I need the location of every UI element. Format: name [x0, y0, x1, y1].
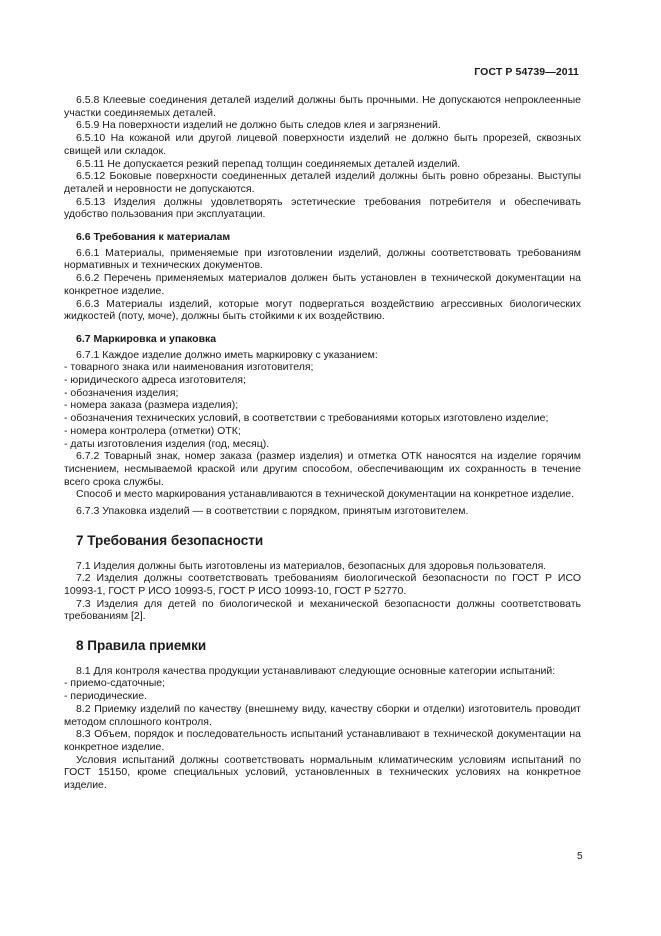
paragraph-6-6-1: 6.6.1 Материалы, применяемые при изготовлении изделий, должны соответствовать требованиям нормативных и технических документов.: [64, 246, 581, 272]
paragraph-7-1: 7.1 Изделия должны быть изготовлены из материалов, безопасных для здоровья пользователя.: [76, 559, 547, 572]
section-heading-7: 7 Требования безопасности: [76, 532, 264, 548]
paragraph-8-1: 8.1 Для контроля качества продукции устанавливают следующие основные категории испытаний:: [76, 664, 556, 677]
paragraph-6-5-12: 6.5.12 Боковые поверхности соединенных деталей изделий должны быть ровно обрезаны. Выступы деталей и неровности не допускаются.: [64, 170, 581, 195]
paragraph-6-5-10: 6.5.10 На кожаной или другой лицевой поверхности изделий не должно быть прорезей, сквозных свищей или складок.: [64, 132, 581, 157]
paragraph-6-5-8: 6.5.8 Клеевые соединения деталей изделий должны быть прочными. Не допускаются непроклеенные участки соединяемых деталей.: [64, 94, 581, 119]
paragraph-6-7-1: 6.7.1 Каждое изделие должно иметь маркировку с указанием:: [76, 348, 378, 361]
standard-header: ГОСТ Р 54739—2011: [474, 66, 579, 78]
paragraph-test-conditions: Условия испытаний должны соответствовать нормальным климатическим условиям испытаний по ГОСТ 15150, кроме специальных условий, установленных в технических условиях на конкретное изделие.: [64, 753, 581, 792]
paragraph-6-5-9: 6.5.9 На поверхности изделий не должно быть следов клея и загрязнений.: [76, 119, 441, 132]
document-body: [64, 94, 581, 792]
list-item: - номера контролера (отметки) ОТК;: [64, 424, 241, 437]
paragraph-8-3: 8.3 Объем, порядок и последовательность испытаний устанавливают в технической документации на конкретное изделие.: [64, 728, 581, 753]
paragraph-6-5-11: 6.5.11 Не допускается резкий перепад толщин соединяемых деталей изделий.: [76, 157, 461, 170]
list-item: - обозначения изделия;: [64, 386, 179, 399]
list-item: - периодические.: [64, 690, 148, 703]
paragraph-6-7-3: 6.7.3 Упаковка изделий — в соответствии с порядком, принятым изготовителем.: [76, 505, 469, 518]
section-heading-8: 8 Правила приемки: [76, 638, 207, 654]
paragraph-6-5-13: 6.5.13 Изделия должны удовлетворять эстетические требования потребителя и обеспечивать удобство пользования при эксплуатации.: [64, 195, 581, 221]
list-item: - товарного знака или наименования изготовителя;: [64, 361, 314, 374]
paragraph-marking-method: Способ и место маркирования устанавливаются в технической документации на конкретное изделие.: [76, 488, 575, 501]
paragraph-6-7-2: 6.7.2 Товарный знак, номер заказа (размер изделия) и отметка ОТК наносятся на изделие горячим тиснением, несмываемой краской или другим способом, обеспечивающим их сохранность в течение всего срока службы.: [64, 450, 581, 488]
list-item: - номера заказа (размера изделия);: [64, 399, 239, 412]
list-item: - юридического адреса изготовителя;: [64, 374, 246, 387]
subsection-heading-6-6: 6.6 Требования к материалам: [76, 231, 231, 244]
page-number: 5: [577, 851, 583, 862]
paragraph-7-3: 7.3 Изделия для детей по биологической и механической безопасности должны соответствовать требованиям [2].: [64, 597, 581, 623]
paragraph-6-6-3: 6.6.3 Материалы изделий, которые могут подвергаться воздействию агрессивных биологических жидкостей (поту, моче), должны быть стойкими к их воздействию.: [64, 297, 581, 323]
paragraph-8-2: 8.2 Приемку изделий по качеству (внешнему виду, качеству сборки и отделки) изготовитель проводит методом сплошного контроля.: [64, 702, 581, 728]
subsection-heading-6-7: 6.7 Маркировка и упаковка: [76, 332, 217, 345]
paragraph-6-6-2: 6.6.2 Перечень применяемых материалов должен быть установлен в технической документации на конкретное изделие.: [64, 272, 581, 297]
list-item: - приемо-сдаточные;: [64, 677, 166, 690]
paragraph-7-2: 7.2 Изделия должны соответствовать требованиям биологической безопасности по ГОСТ Р ИСО 10993-1, ГОСТ Р ИСО 10993-5, ГОСТ Р ИСО 10993-10, ГОСТ Р 52770.: [64, 572, 581, 597]
list-item: - обозначения технических условий, в соответствии с требованиями которых изготовлено изделие;: [64, 412, 549, 425]
list-item: - даты изготовления изделия (год, месяц).: [64, 437, 270, 450]
